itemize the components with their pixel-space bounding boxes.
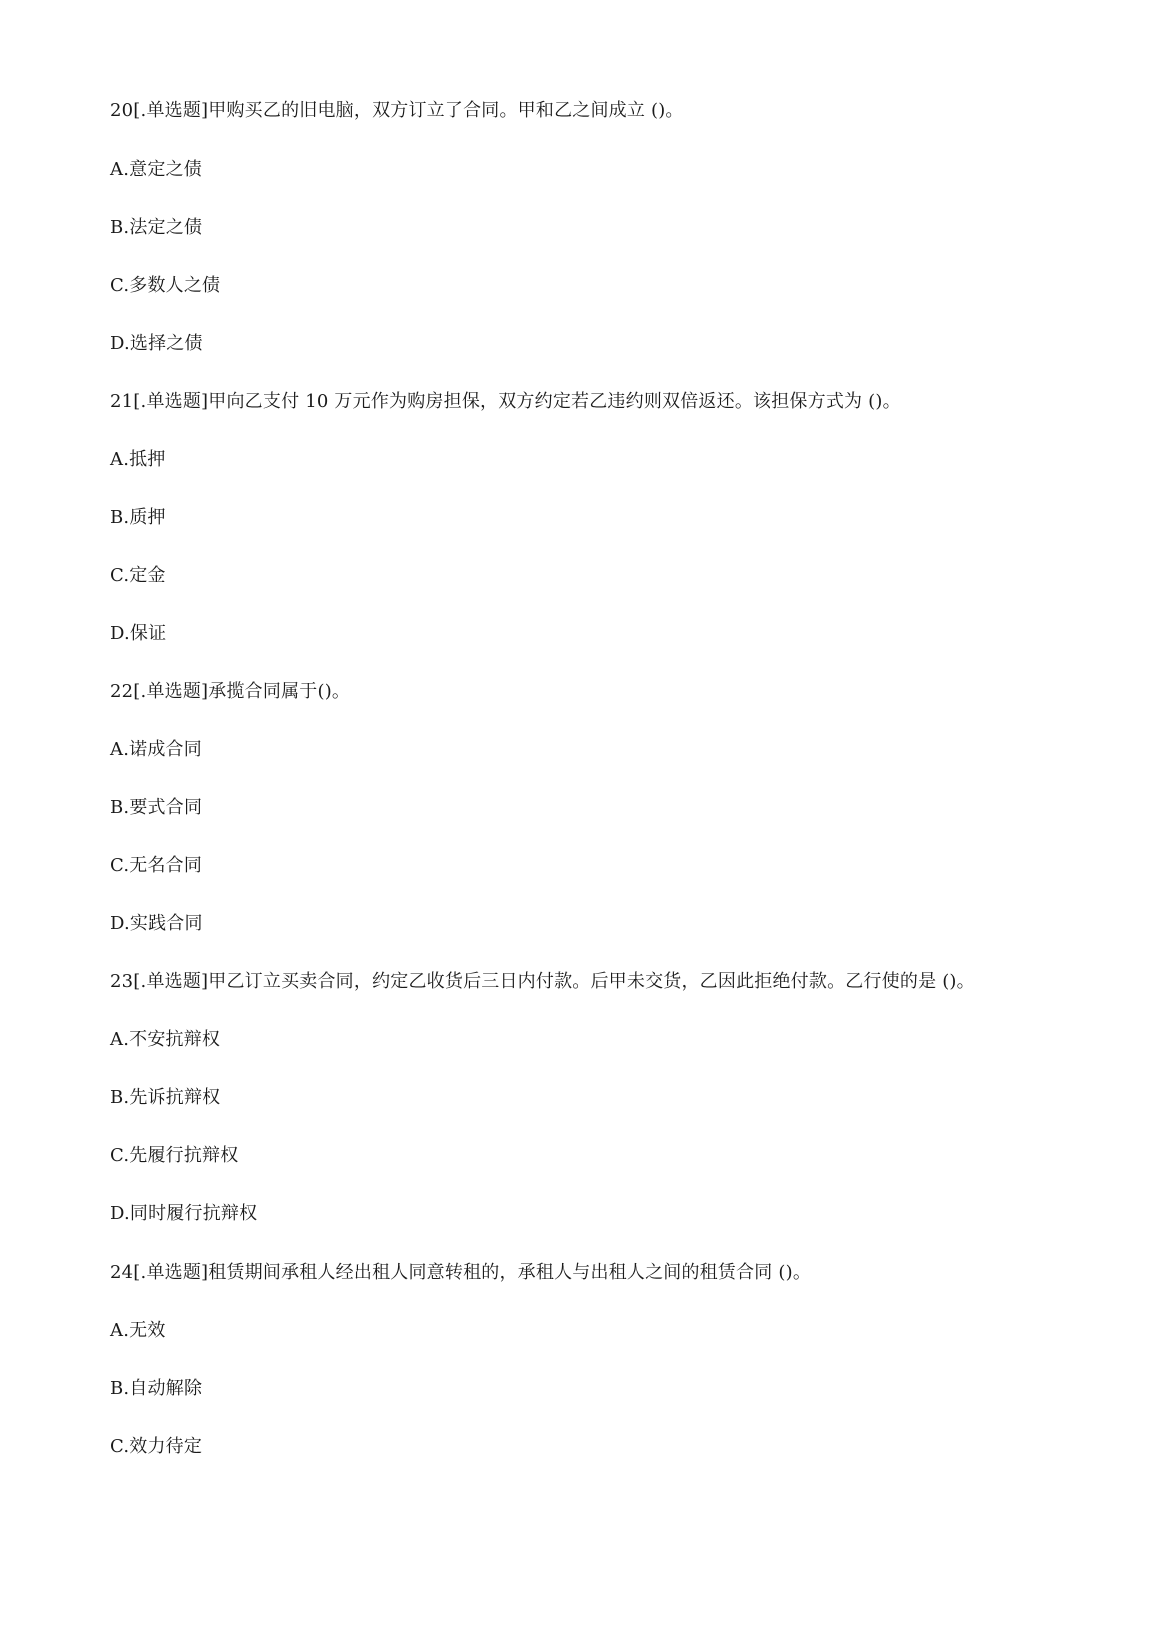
option-21-a: A.抵押 [110,449,166,470]
option-22-b: B.要式合同 [110,797,203,818]
option-20-d: D.选择之债 [110,333,203,354]
question-stem-23: 23[.单选题]甲乙订立买卖合同，约定乙收货后三日内付款。后甲未交货，乙因此拒绝付款。乙行使的是 ()。 [110,971,975,992]
option-24-b: B.自动解除 [110,1378,203,1399]
option-23-d: D.同时履行抗辩权 [110,1203,258,1224]
option-22-c: C.无名合同 [110,855,203,876]
question-stem-21: 21[.单选题]甲向乙支付 10 万元作为购房担保，双方约定若乙违约则双倍返还。该担保方式为 ()。 [110,391,901,412]
option-20-b: B.法定之债 [110,217,203,238]
option-24-a: A.无效 [110,1320,166,1341]
option-22-d: D.实践合同 [110,913,203,934]
option-23-c: C.先履行抗辩权 [110,1145,239,1166]
option-20-a: A.意定之债 [110,159,202,180]
option-21-c: C.定金 [110,565,166,586]
question-stem-24: 24[.单选题]租赁期间承租人经出租人同意转租的，承租人与出租人之间的租赁合同 ()。 [110,1262,812,1283]
option-21-d: D.保证 [110,623,167,644]
question-stem-22: 22[.单选题]承揽合同属于()。 [110,681,351,702]
option-20-c: C.多数人之债 [110,275,221,296]
question-stem-20: 20[.单选题]甲购买乙的旧电脑，双方订立了合同。甲和乙之间成立 ()。 [110,100,684,121]
option-21-b: B.质押 [110,507,166,528]
option-22-a: A.诺成合同 [110,739,202,760]
option-23-a: A.不安抗辩权 [110,1029,221,1050]
option-24-c: C.效力待定 [110,1436,203,1457]
option-23-b: B.先诉抗辩权 [110,1087,221,1108]
